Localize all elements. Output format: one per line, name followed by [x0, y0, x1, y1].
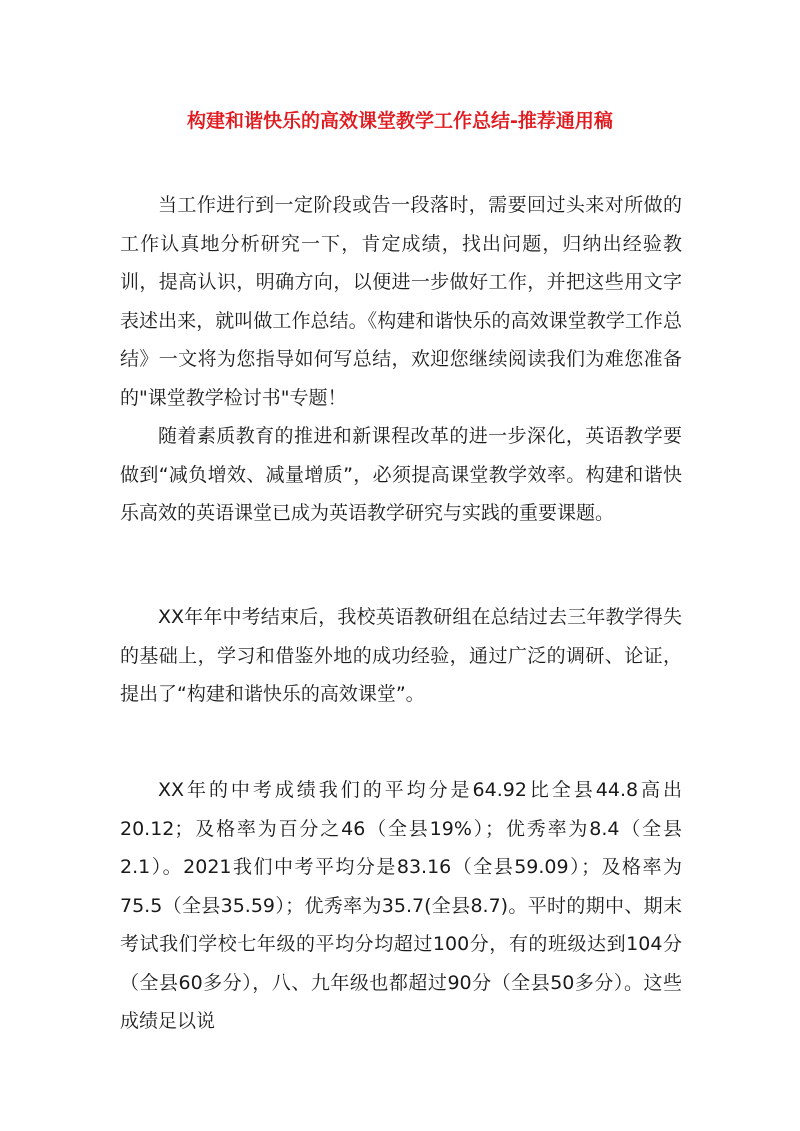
paragraph-intro: 当工作进行到一定阶段或告一段落时，需要回过头来对所做的工作认真地分析研究一下，肯定成绩，找出问题，归纳出经验教训，提高认识，明确方向，以便进一步做好工作，并把这些用文字表述出来，就叫做工作总结。《构建和谐快乐的高效课堂教学工作总结》一文将为您指导如何写总结，欢迎您继续阅读我们为难您准备的"课堂教学检讨书"专题！	[120, 194, 682, 409]
body-section-results	[120, 771, 682, 1041]
paragraph-background: 随着素质教育的推进和新课程改革的进一步深化，英语教学要做到“减负增效、减量增质”，必须提高课堂教学效率。构建和谐快乐高效的英语课堂已成为英语教学研究与实践的重要课题。	[120, 425, 682, 524]
paragraph-results: XX年的中考成绩我们的平均分是64.92比全县44.8高出20.12；及格率为百分之46（全县19%）；优秀率为8.4（全县2.1）。2021我们中考平均分是83.16（全县59.09）；及格率为75.5（全县35.59）；优秀率为35.7(全县8.7)。平时的期中、期末考试我们学校七年级的平均分均超过100分，有的班级达到104分（全县60多分），八、九年级也都超过90分（全县50多分）。这些成绩足以说	[120, 779, 682, 1032]
paragraph-proposal: XX年年中考结束后，我校英语教研组在总结过去三年教学得失的基础上，学习和借鉴外地的成功经验，通过广泛的调研、论证，提出了“构建和谐快乐的高效课堂”。	[120, 606, 682, 705]
body-section-intro	[120, 186, 682, 533]
document-title: 构建和谐快乐的高效课堂教学工作总结-推荐通用稿	[187, 110, 613, 132]
body-section-proposal	[120, 598, 682, 714]
